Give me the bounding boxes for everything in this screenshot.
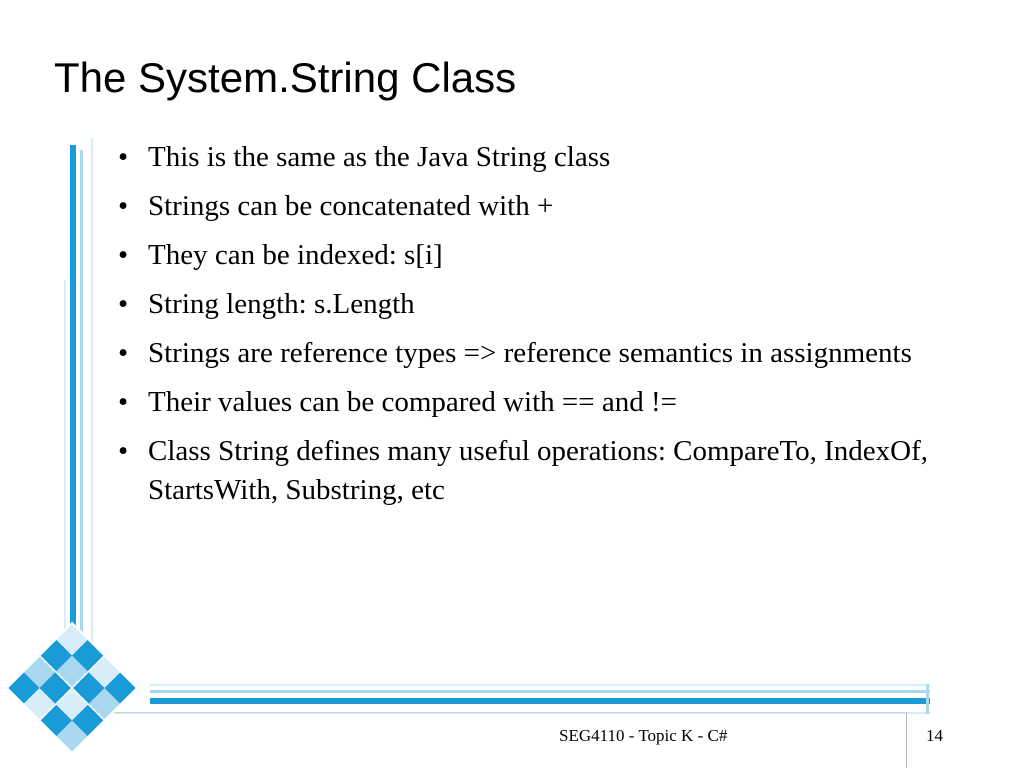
footer-text: SEG4110 - Topic K - C# bbox=[559, 726, 728, 745]
bullet-text: Class String defines many useful operations: CompareTo, IndexOf, StartsWith, Substring, etc bbox=[148, 435, 929, 506]
bottom-accent-bar bbox=[150, 698, 930, 704]
bullet-text: This is the same as the Java String class bbox=[148, 141, 611, 173]
bottom-accent-line-faint bbox=[150, 684, 930, 686]
bullet-text: Their values can be compared with == and != bbox=[148, 386, 677, 418]
left-accent-line-faint bbox=[91, 138, 93, 698]
left-accent-bar bbox=[70, 145, 76, 705]
bullet-glyph: • bbox=[118, 386, 129, 418]
bullet-glyph: • bbox=[118, 141, 129, 173]
bullet-item bbox=[118, 334, 958, 373]
bottom-accent-bar-light bbox=[150, 690, 930, 693]
left-accent-bar-light bbox=[80, 150, 83, 705]
bullet-glyph: • bbox=[118, 190, 129, 222]
bullet-item bbox=[118, 383, 958, 422]
bullet-glyph: • bbox=[118, 337, 129, 369]
bullet-text: Strings can be concatenated with + bbox=[148, 190, 554, 222]
bullet-text: String length: s.Length bbox=[148, 288, 415, 320]
bullet-item bbox=[118, 432, 958, 510]
bullet-item bbox=[118, 285, 958, 324]
bullet-item bbox=[118, 236, 958, 275]
bottom-frame-line bbox=[90, 712, 908, 713]
bullet-list bbox=[118, 138, 958, 520]
slide-title: The System.String Class bbox=[54, 54, 517, 101]
left-accent-line-faint-2 bbox=[64, 280, 66, 700]
bullet-item bbox=[118, 138, 958, 177]
bullet-item bbox=[118, 187, 958, 226]
bullet-glyph: • bbox=[118, 239, 129, 271]
diamond-ornament bbox=[7, 623, 137, 753]
bottom-accent-line-faint-2 bbox=[90, 712, 930, 714]
bottom-right-tick bbox=[926, 684, 929, 714]
bullet-glyph: • bbox=[118, 435, 129, 467]
bullet-text: Strings are reference types => reference semantics in assignments bbox=[148, 337, 912, 369]
bullet-glyph: • bbox=[118, 288, 129, 320]
page-number: 14 bbox=[926, 726, 943, 745]
right-frame-line bbox=[906, 712, 907, 768]
bullet-text: They can be indexed: s[i] bbox=[148, 239, 443, 271]
